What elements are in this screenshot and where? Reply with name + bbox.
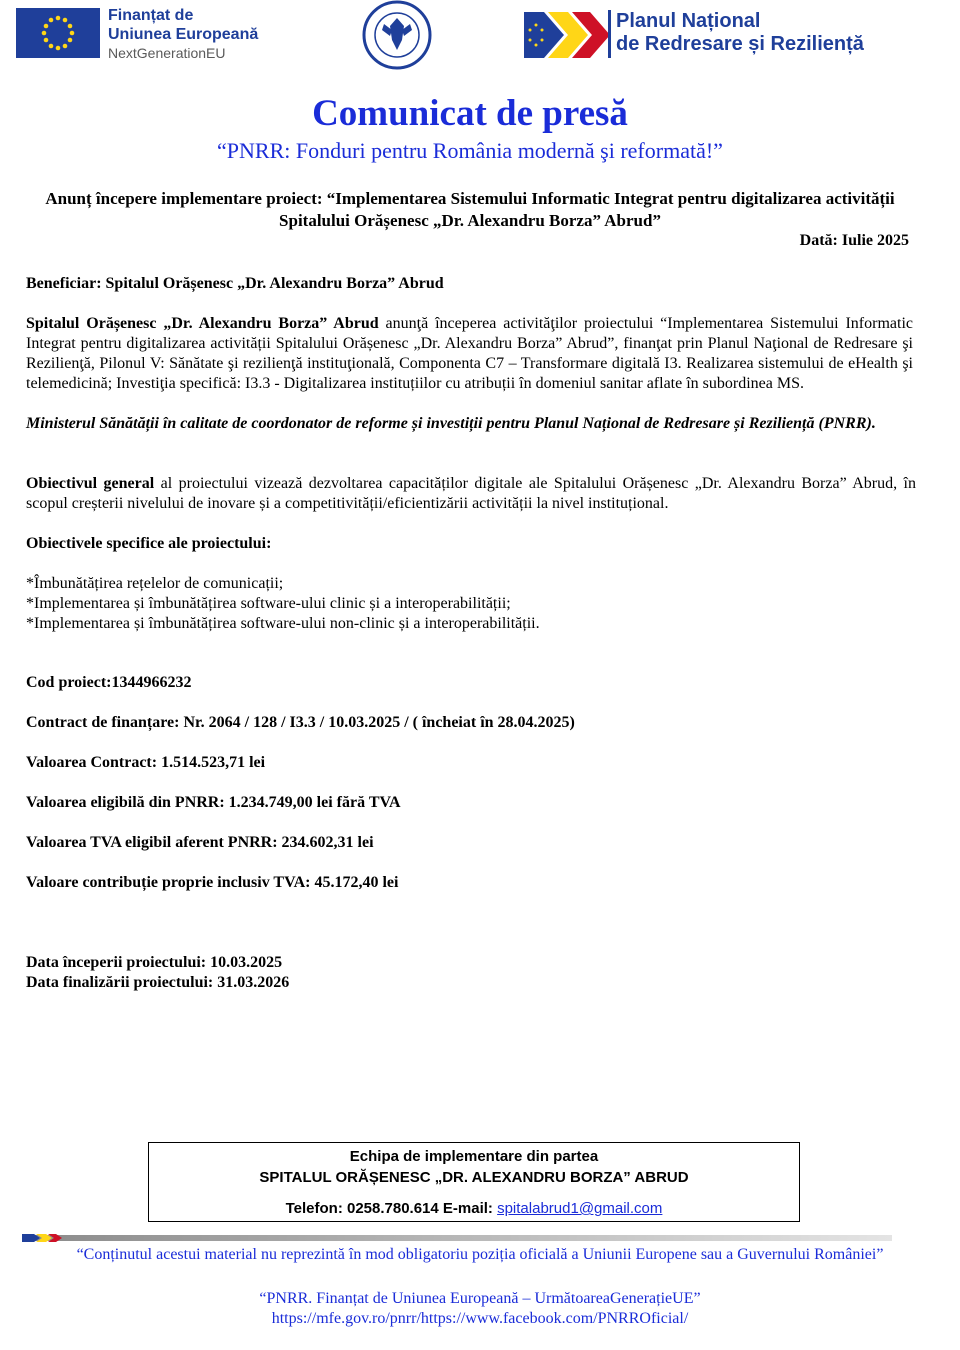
intro-paragraph xyxy=(26,314,913,394)
page-subtitle: “PNRR: Fonduri pentru România modernă şi reformată!” xyxy=(217,138,723,163)
romanian-government-seal-icon xyxy=(360,0,434,70)
pnrr-line-1: Planul Național xyxy=(616,10,761,32)
general-objective-text: al proiectului vizează dezvoltarea capacităților digitale ale Spitalului Orășenesc „Dr. Alexandru Borza” Abrud, în scopul creșterii nivelului de inovare și a competitivității/eficientizării activității la nivel instituțional. xyxy=(26,475,917,512)
project-code: Cod proiect:1344966232 xyxy=(26,674,192,691)
list-item: *Implementarea și îmbunătățirea software-ului non-clinic și a interoperabilității. xyxy=(26,615,540,632)
pnrr-separator xyxy=(608,10,611,58)
vat-value: Valoarea TVA eligibil aferent PNRR: 234.602,31 lei xyxy=(26,834,374,851)
intro-text: anunţă începerea activităţilor proiectului “Implementarea Sistemului Informatic Integrat pentru digitalizarea activității Spitalului Orășenesc „Dr. Alexandru Borza” Abrud”, finanţat prin Planul Naţional de Redresare şi Rezilienţă, Pilonul V: Sănătate şi rezilienţă instituţională, Componenta C7 – Transformare digitală I3. Realizarea sistemului de eHealth şi telemedicină; Investiţia specifică: I3.3 - Digitalizarea instituțiilor cu atribuții în domeniul sanitar aflate în subordinea MS. xyxy=(26,315,913,392)
pnrr-line-2: de Redresare și Reziliență xyxy=(616,33,864,55)
specific-objectives-list xyxy=(26,574,540,634)
pnrr-arrows-logo xyxy=(524,10,610,60)
contact-phone: Telefon: 0258.780.614 E-mail: xyxy=(285,1200,498,1217)
contact-line-3 xyxy=(149,1198,799,1219)
document-date: Dată: Iulie 2025 xyxy=(799,232,909,249)
eu-line-1: Finanțat de xyxy=(108,7,194,24)
contract-value: Valoarea Contract: 1.514.523,71 lei xyxy=(26,754,266,771)
footer-band xyxy=(22,1230,892,1240)
project-announcement: Anunț începere implementare proiect: “Implementarea Sistemului Informatic Integrat pentru digitalizarea activității Spitalului Orășenesc „Dr. Alexandru Borza” Abrud” xyxy=(45,189,895,230)
eu-line-3: NextGenerationEU xyxy=(108,45,226,61)
start-date: Data începerii proiectului: 10.03.2025 xyxy=(26,954,283,971)
own-contribution: Valoare contribuție proprie inclusiv TVA: 45.172,40 lei xyxy=(26,874,399,891)
list-item: *Îmbunătățirea rețelelor de comunicații; xyxy=(26,575,284,592)
intro-bold: Spitalul Orășenesc „Dr. Alexandru Borza” Abrud xyxy=(26,315,379,332)
project-dates xyxy=(26,953,289,993)
general-objective xyxy=(26,474,916,514)
contact-box xyxy=(148,1142,800,1222)
contact-line-2: SPITALUL ORĂȘENESC „DR. ALEXANDRU BORZA” ABRUD xyxy=(259,1169,689,1186)
general-objective-bold: Obiectivul general xyxy=(26,475,155,492)
footer-line-1: “PNRR. Finanțat de Uniunea Europeană – UrmătoareaGenerațieUE” xyxy=(259,1290,701,1307)
beneficiary: Beneficiar: Spitalul Orășenesc „Dr. Alexandru Borza” Abrud xyxy=(26,275,444,292)
disclaimer: “Conținutul acestui material nu reprezintă în mod obligatoriu poziția oficială a Uniunii Europene sau a Guvernului României” xyxy=(76,1246,884,1263)
eligible-value: Valoarea eligibilă din PNRR: 1.234.749,00 lei fără TVA xyxy=(26,794,401,811)
ministry-paragraph: Ministerul Sănătății în calitate de coordonator de reforme și investiții pentru Planul Național de Redresare și Reziliență (PNRR). xyxy=(26,415,876,432)
financing-contract: Contract de finanțare: Nr. 2064 / 128 / I3.3 / 10.03.2025 / ( încheiat în 28.04.2025) xyxy=(26,714,575,731)
list-item: *Implementarea și îmbunătățirea software-ului clinic și a interoperabilității; xyxy=(26,595,511,612)
page-title: Comunicat de presă xyxy=(312,93,628,134)
pnrr-label xyxy=(616,10,864,56)
footer-links[interactable]: https://mfe.gov.ro/pnrr/https://www.facebook.com/PNRROficial/ xyxy=(271,1310,689,1327)
specific-objectives-heading: Obiectivele specifice ale proiectului: xyxy=(26,535,272,552)
eu-funding-label xyxy=(108,6,258,63)
email-link[interactable]: spitalabrud1@gmail.com xyxy=(497,1200,663,1217)
contact-line-1: Echipa de implementare din partea xyxy=(349,1148,599,1165)
eu-line-2: Uniunea Europeană xyxy=(108,26,259,43)
end-date: Data finalizării proiectului: 31.03.2026 xyxy=(26,974,290,991)
eu-flag-logo xyxy=(16,8,100,58)
